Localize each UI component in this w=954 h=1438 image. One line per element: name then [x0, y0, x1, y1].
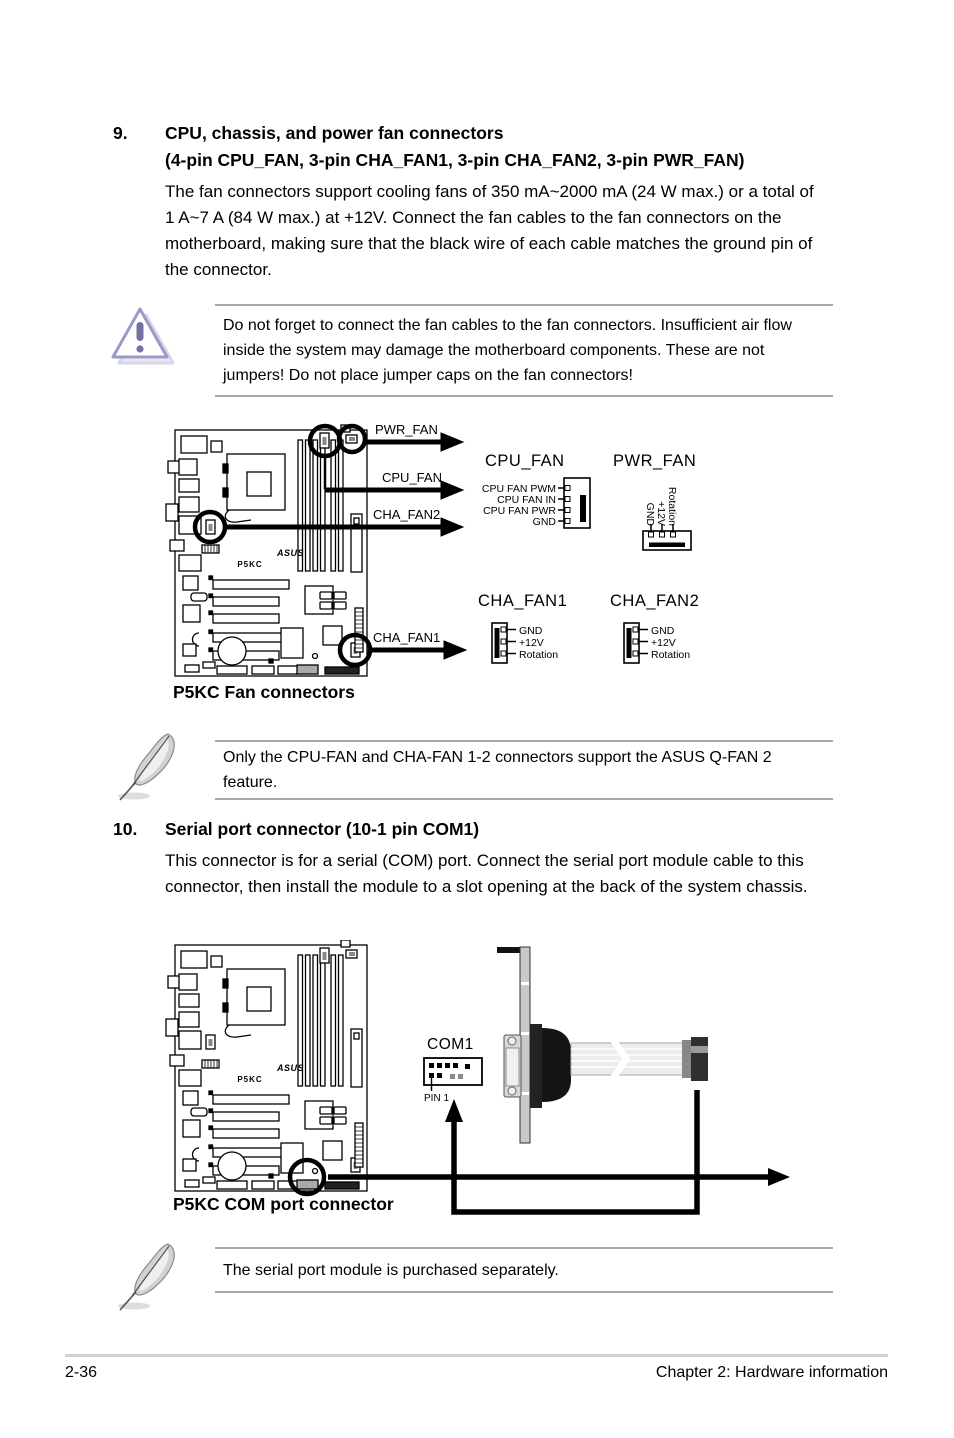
note-box-qfan: [215, 740, 833, 800]
cha-fan2-pinout: [610, 592, 699, 663]
section-title-line1: CPU, chassis, and power fan connectors: [165, 123, 504, 143]
pin-label: +12V: [651, 637, 676, 649]
section-title-line1: Serial port connector (10-1 pin COM1): [165, 819, 480, 839]
callout-cha-fan2: CHA_FAN2: [373, 507, 441, 522]
chapter-title: Chapter 2: Hardware information: [655, 1364, 888, 1381]
pin-label: CPU FAN IN: [497, 494, 556, 506]
section-9-body: The fan connectors support cooling fans of 350 mA~2000 mA (24 W max.) or a total of 1 A~7 A (84 W max.) at +12V. Connect the fan cables to the fan connectors on the motherboard, making sure that the black wire of each cable matches the ground pin of the connector.: [165, 182, 814, 279]
com1-title: COM1: [427, 1036, 474, 1053]
fan-figure-caption: P5KC Fan connectors: [173, 682, 355, 702]
callout-cpu-fan: CPU_FAN: [382, 470, 442, 485]
cha-fan1-pinout: [478, 592, 567, 663]
note-pencil-icon: [108, 1238, 192, 1314]
pin-label: Rotation: [666, 486, 678, 526]
note-text: The serial port module is purchased separately.: [223, 1261, 559, 1279]
pin-label: GND: [519, 625, 543, 637]
pin1-label: PIN 1: [424, 1093, 450, 1104]
cpu-fan-pinout: [482, 452, 590, 528]
page-number: 2-36: [65, 1364, 98, 1381]
pwr-fan-pinout: [613, 452, 696, 550]
callout-pwr-fan: PWR_FAN: [375, 422, 438, 437]
com1-pinout: [424, 1036, 482, 1104]
cpu-fan-title: CPU_FAN: [485, 452, 565, 470]
warning-text: Do not forget to connect the fan cables to the fan connectors. Insufficient air flow inside the system may damage the motherboard components. These are not jumpers! Do not place jumper caps on the fan connectors!: [223, 317, 792, 384]
warning-icon: [104, 302, 178, 370]
com-port-figure: [160, 940, 890, 1232]
pin-label: +12V: [655, 501, 667, 526]
pin-label: Rotation: [519, 649, 559, 661]
footer-divider: [65, 1354, 888, 1357]
pin-label: GND: [644, 502, 656, 526]
section-title-line2: (4-pin CPU_FAN, 3-pin CHA_FAN1, 3-pin CHA_FAN2, 3-pin PWR_FAN): [165, 150, 745, 170]
motherboard-diagram: [166, 425, 367, 676]
section-number: 9.: [113, 123, 128, 143]
fan-connectors-figure: [160, 412, 860, 712]
pin-label: CPU FAN PWM: [481, 483, 556, 495]
cha-fan2-title: CHA_FAN2: [610, 592, 700, 610]
section-10-body: This connector is for a serial (COM) port. Connect the serial port module cable to this connector, then install the module to a slot opening at the back of the system chassis.: [165, 851, 808, 896]
pin-label: GND: [532, 516, 556, 528]
module-routing-line: [454, 1090, 697, 1212]
note-box-serial: [215, 1247, 833, 1293]
com-figure-caption: P5KC COM port connector: [173, 1194, 394, 1214]
callout-cha-fan1: CHA_FAN1: [373, 630, 441, 645]
note-text: Only the CPU-FAN and CHA-FAN 1-2 connectors support the ASUS Q-FAN 2 feature.: [223, 749, 772, 791]
cha-fan1-title: CHA_FAN1: [478, 592, 568, 610]
pwr-fan-title: PWR_FAN: [613, 452, 697, 470]
section-number: 10.: [113, 819, 138, 839]
warning-box: [215, 304, 833, 397]
serial-port-module: [497, 947, 708, 1143]
pin-label: GND: [651, 625, 675, 637]
section-9-heading: [113, 120, 853, 174]
pin-label: CPU FAN PWR: [483, 505, 556, 517]
note-pencil-icon: [108, 728, 192, 804]
motherboard-diagram: [166, 940, 367, 1191]
section-10-heading: [113, 816, 853, 843]
pin-label: Rotation: [651, 649, 691, 661]
pin-label: +12V: [519, 637, 544, 649]
